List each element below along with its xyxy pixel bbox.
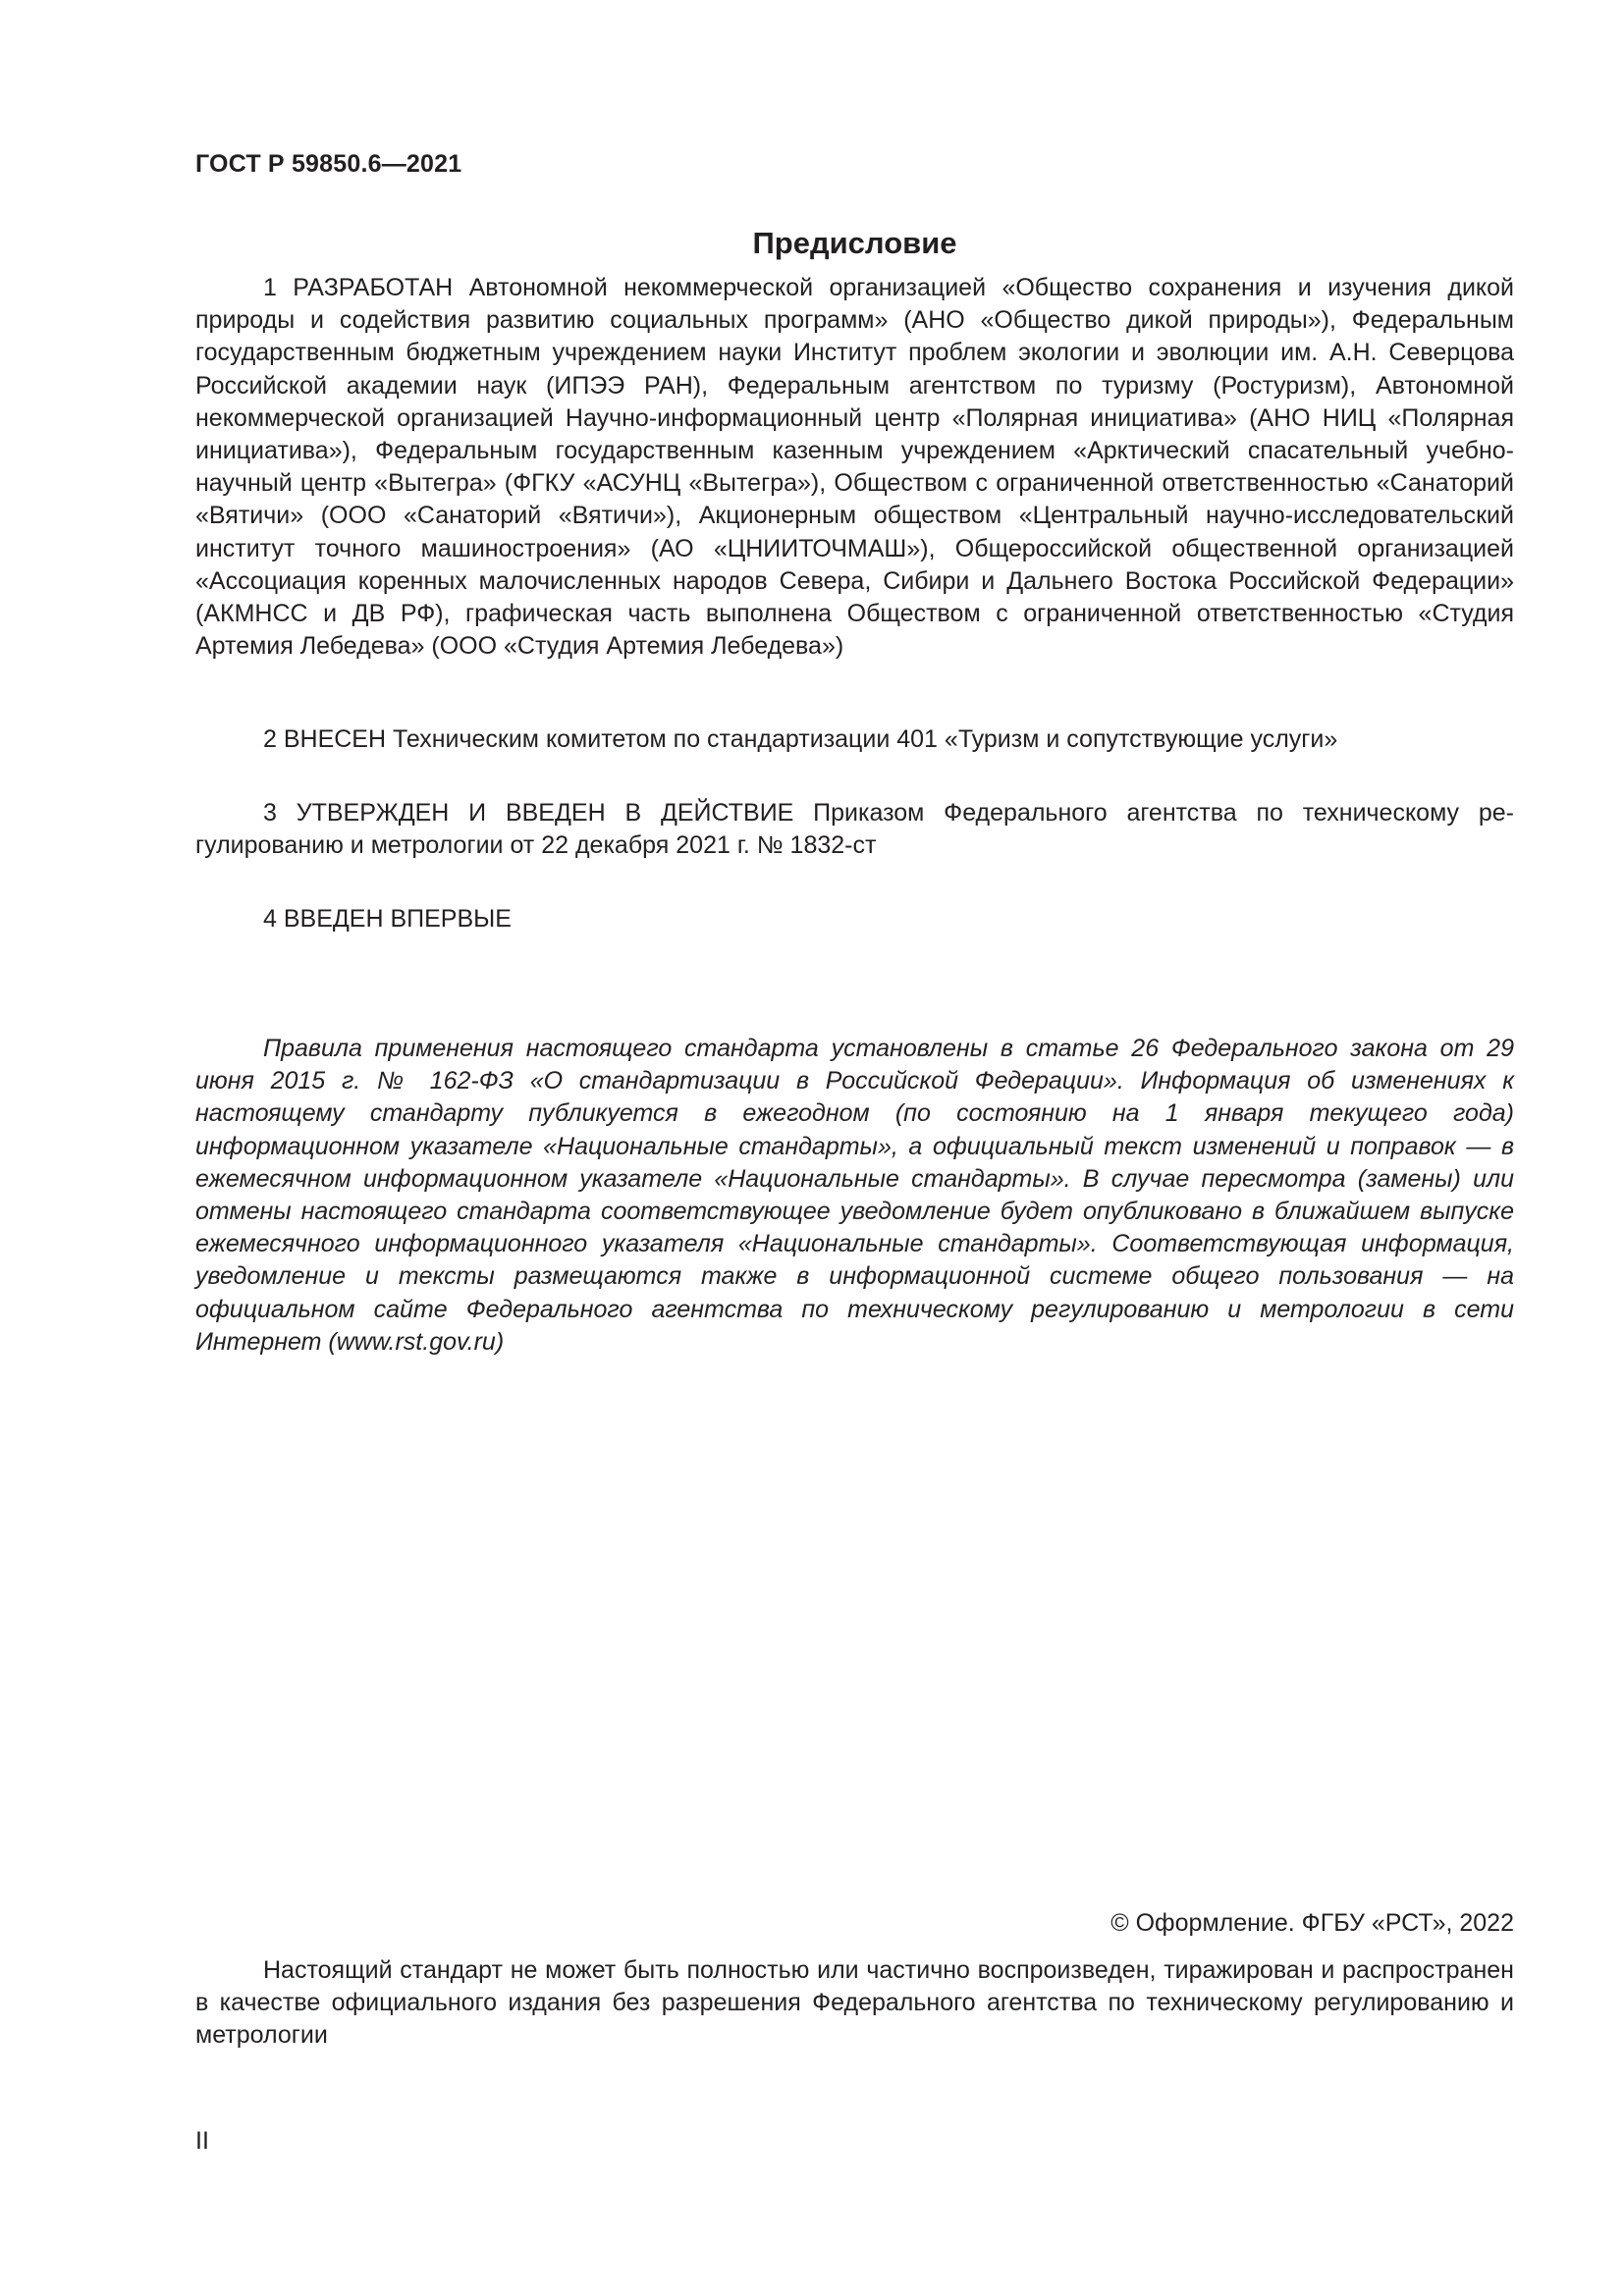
copyright-line: © Оформление. ФГБУ «РСТ», 2022 [1110,1909,1514,1937]
page-number: II [195,2127,209,2155]
paragraph-introduced: 2 ВНЕСЕН Техническим комитетом по стандартизации 401 «Туризм и сопутствующие услуги» [263,725,1338,753]
paragraph-approved: 3 УТВЕРЖДЕН И ВВЕДЕН В ДЕЙСТВИЕ Приказом Федерального агентства по техническому регулированию и метрологии от 22 декабря 2021 г. № 1832-ст [195,799,1514,860]
paragraph-first-introduced: 4 ВВЕДЕН ВПЕРВЫЕ [263,905,512,933]
reproduction-notice: Настоящий стандарт не может быть полностью или частично воспроизведен, тиражирован и распространен в качестве официального издания без разрешения Федерального агентства по техническому регулированию и метрологии [195,1956,1514,2050]
paragraph-developed: 1 РАЗРАБОТАН Автономной некоммерческой организацией «Общество сохранения и изучения дикой природы и содействия развитию социальных программ» (АНО «Общество дикой природы»), Федеральным государственным бюджетным учреждением науки Институт проблем экологии и эволюции им. А.Н. Северцова Российской академии наук (ИПЭЭ РАН), Федеральным агентством по туризму (Ростуризм), Автономной некоммерческой организацией Научно-информационный центр «Полярная инициатива» (АНО НИЦ «Полярная инициатива»), Федеральным государственным казенным учреждением «Арктический спасательный учебно-научный центр «Вытегра» (ФГКУ «АСУНЦ «Вытегра»), Обществом с ограниченной ответственностью «Санаторий «Вятичи» (ООО «Санаторий «Вятичи»), Акционерным обществом «Центральный научно-исследовательский институт точного машиностроения» (АО «ЦНИИТОЧМАШ»), Общероссийской общественной организацией «Ассоциация коренных малочисленных народов Севера, Сибири и Дальнего Востока Российской Федерации» (АКМНСС и ДВ РФ), графическая часть выполнена Обществом с ограниченной ответственностью «Студия Артемия Лебедева» (ООО «Студия Артемия Лебедева») [195,274,1514,661]
rules-note: Правила применения настоящего стандарта установлены в статье 26 Федерального закона от 29 июня 2015 г. № 162-ФЗ «О стандартизации в Российской Федерации». Информация об изменениях к настоящему стандарту публикуется в ежегодном (по состоянию на 1 января текущего года) информационном указателе «Национальные стандарты», а официальный текст изменений и поправок — в ежемесячном информационном указателе «Национальные стандарты». В случае пересмотра (замены) или отмены настоящего стандарта соответствующее уведомление будет опубликовано в ближайшем выпуске ежемесячного информационного указателя «Национальные стандарты». Соответствующая информация, уведомление и тексты размещаются также в информационной системе общего пользования — на официальном сайте Федерального агентства по техническому регулированию и метрологии в сети Интернет (www.rst.gov.ru) [195,1035,1514,1356]
standard-code: ГОСТ Р 59850.6—2021 [195,150,462,178]
page-title: Предисловие [752,226,957,260]
